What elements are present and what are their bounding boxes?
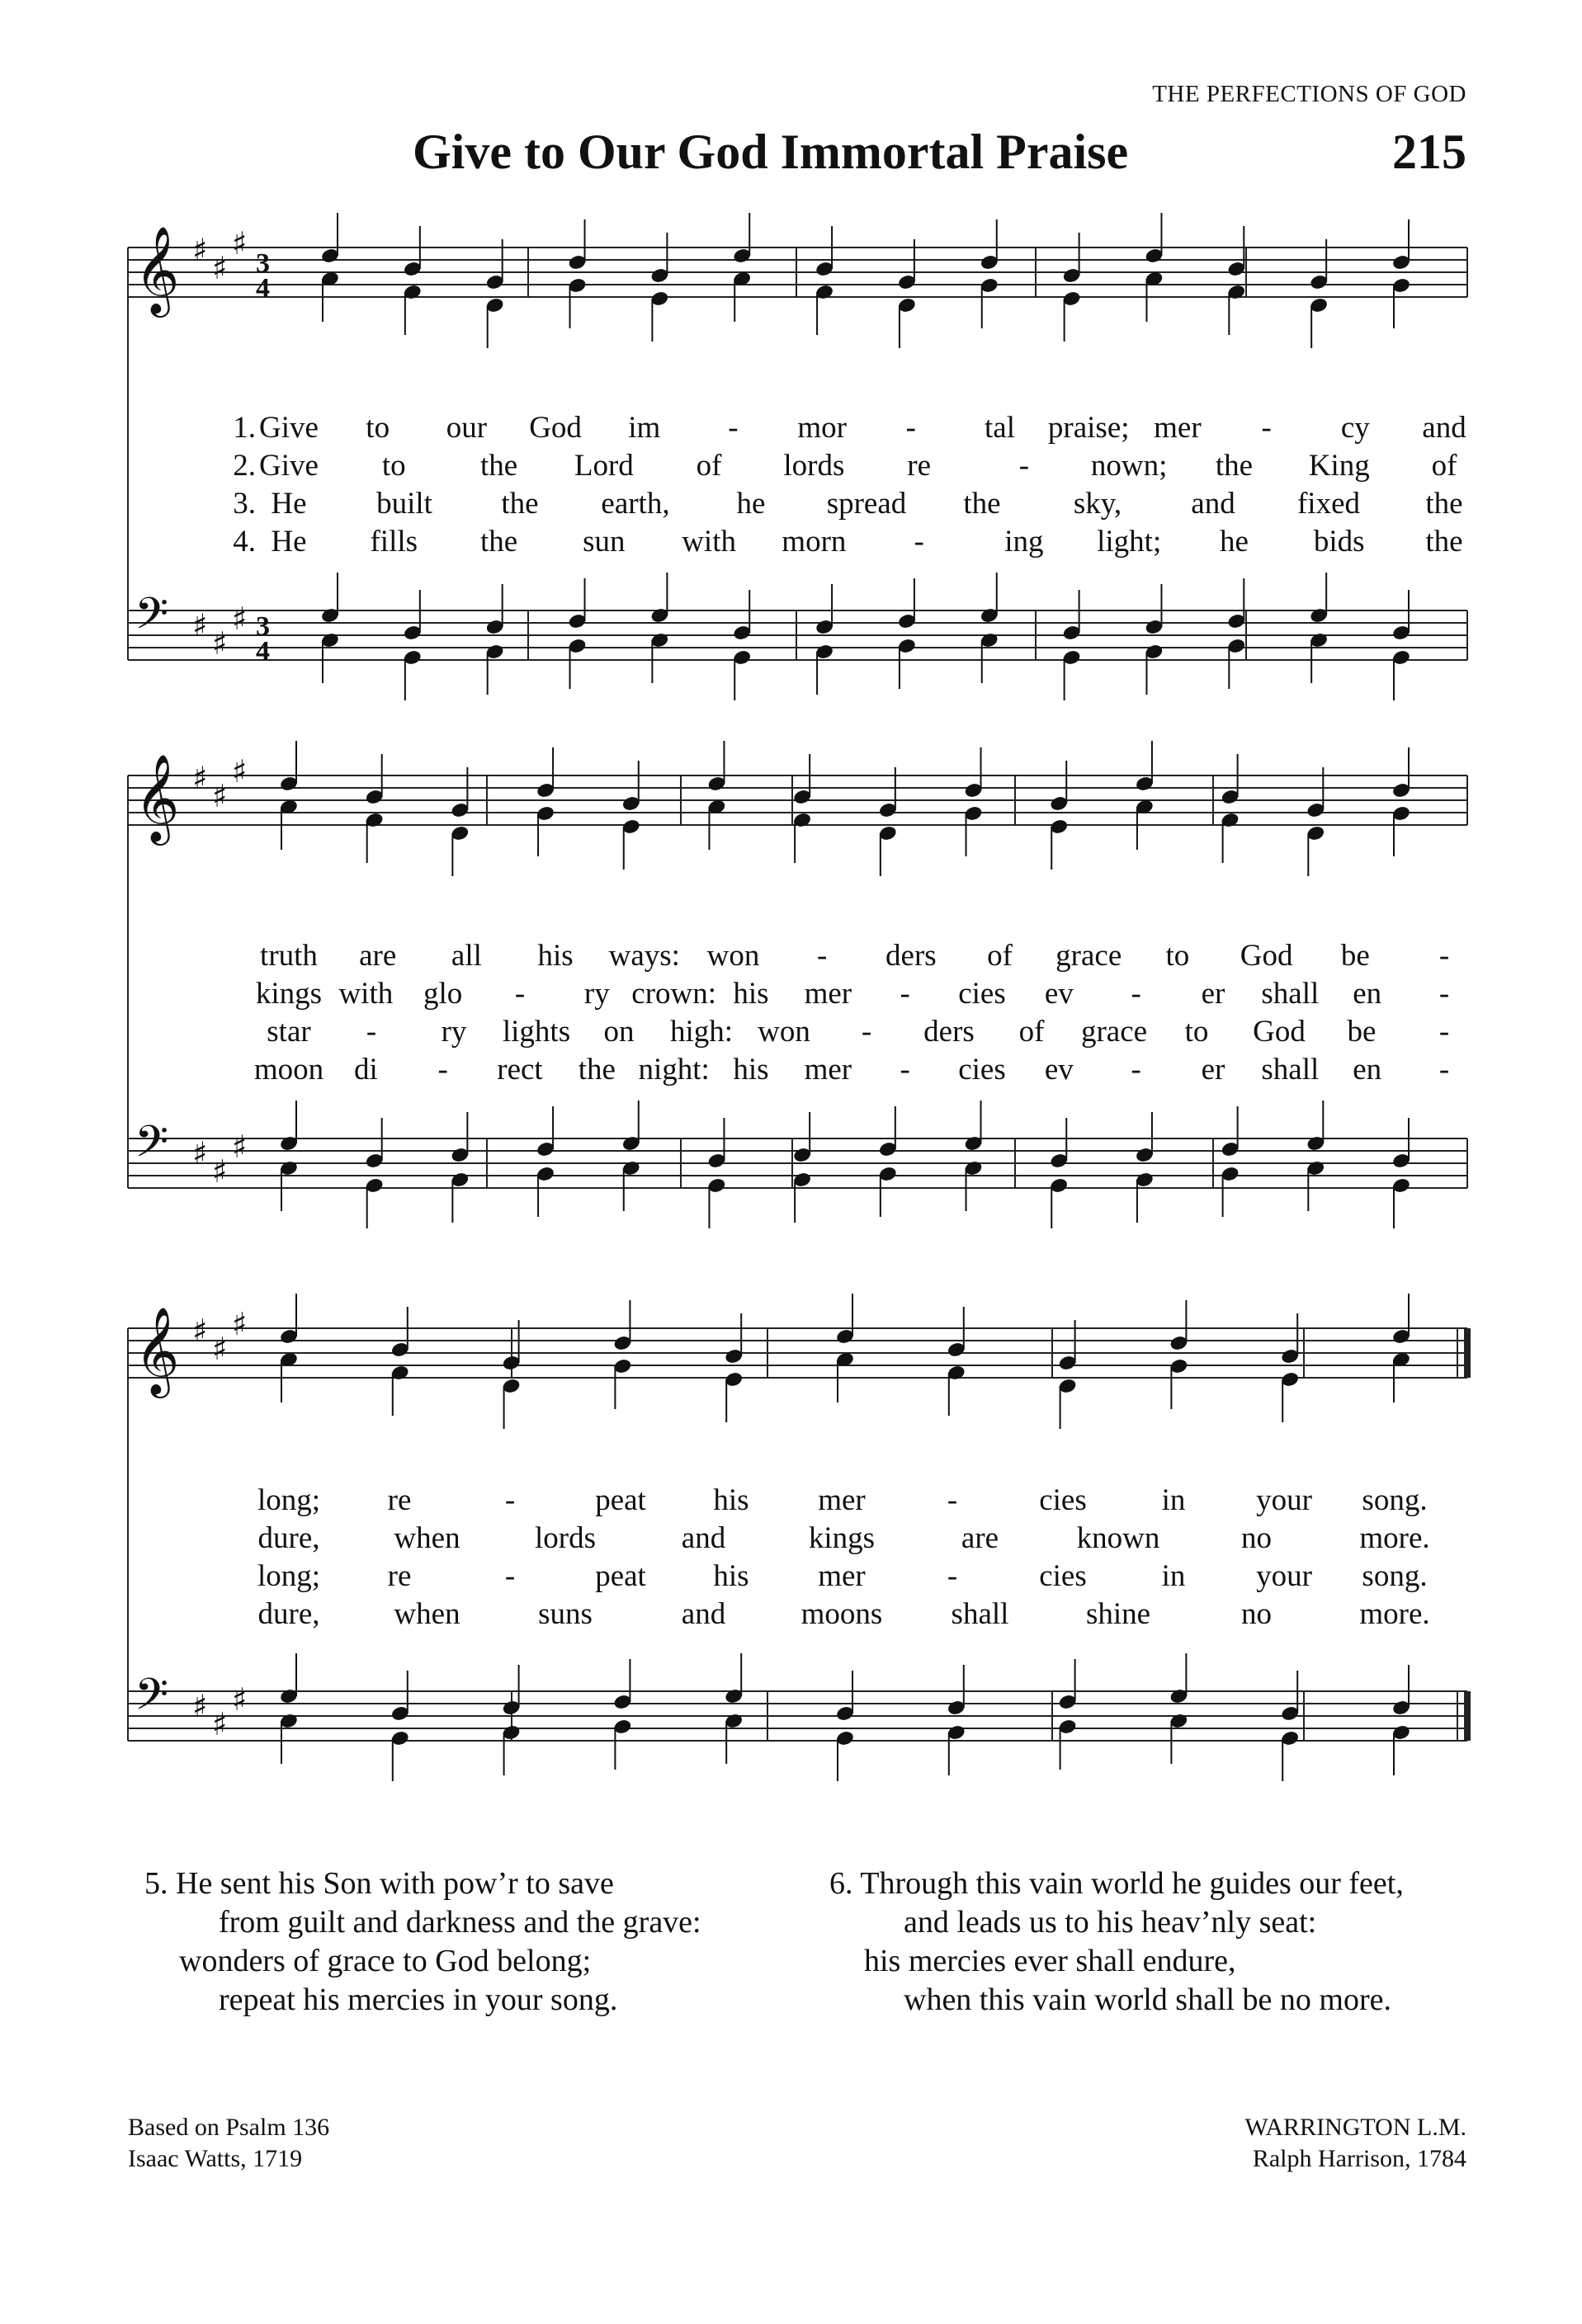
sharp-sign: ♯ bbox=[212, 1153, 228, 1190]
lyric-syllable: peat bbox=[595, 1559, 646, 1593]
lyric-syllable: shall bbox=[1261, 1053, 1320, 1087]
lyric-hyphen: - bbox=[1131, 977, 1141, 1011]
lyric-syllable: lights bbox=[502, 1015, 571, 1049]
lyric-syllable: shall bbox=[1261, 977, 1320, 1011]
lyric-syllable: are bbox=[961, 1521, 999, 1555]
verse-line: his mercies ever shall endure, bbox=[864, 1944, 1236, 1978]
verse-5 bbox=[144, 1864, 701, 2020]
lyric-syllable: long; bbox=[257, 1559, 321, 1593]
bass-clef: 𝄢 bbox=[135, 589, 169, 650]
lyric-syllable: the bbox=[1215, 449, 1254, 483]
verse-line: from guilt and darkness and the grave: bbox=[219, 1905, 701, 1940]
lyric-syllable: lords bbox=[535, 1521, 596, 1555]
sharp-sign: ♯ bbox=[232, 1306, 248, 1342]
lyric-hyphen: - bbox=[905, 411, 917, 445]
lyric-syllable: be bbox=[1347, 1015, 1377, 1049]
lyric-syllable: night: bbox=[638, 1053, 710, 1087]
lyric-syllable: sky, bbox=[1073, 487, 1122, 521]
lyric-syllable: high: bbox=[669, 1015, 734, 1049]
lyric-syllable: built bbox=[376, 487, 432, 521]
lyric-syllable: sun bbox=[583, 525, 626, 559]
lyric-syllable: he bbox=[1219, 525, 1249, 559]
lyric-hyphen: - bbox=[1438, 1053, 1450, 1087]
lyric-syllable: in bbox=[1161, 1559, 1186, 1593]
lyric-syllable: his bbox=[733, 1053, 769, 1087]
hymn-title: Give to Our God Immortal Praise bbox=[413, 125, 1129, 179]
lyric-syllable: Give bbox=[259, 411, 319, 445]
lyric-hyphen: - bbox=[1018, 449, 1030, 483]
verse-number: 4. bbox=[233, 525, 256, 559]
lyric-syllable: of bbox=[1018, 1015, 1045, 1049]
treble-clef: 𝄞 bbox=[135, 1306, 180, 1394]
sharp-sign: ♯ bbox=[192, 1135, 208, 1171]
lyric-syllable: crown: bbox=[631, 977, 717, 1011]
lyric-syllable: moon bbox=[253, 1053, 324, 1087]
lyric-hyphen: - bbox=[900, 977, 910, 1011]
lyric-syllable: He bbox=[271, 487, 307, 521]
lyric-syllable: the bbox=[963, 487, 1001, 521]
lyric-syllable: to bbox=[366, 411, 390, 445]
lyric-syllable: in bbox=[1161, 1483, 1186, 1517]
lyric-syllable: grace bbox=[1055, 939, 1122, 973]
lyric-syllable: the bbox=[1425, 525, 1463, 559]
sharp-sign: ♯ bbox=[212, 778, 228, 814]
lyric-hyphen: - bbox=[504, 1483, 516, 1517]
lyric-syllable: more. bbox=[1359, 1597, 1430, 1631]
lyric-syllable: cies bbox=[958, 1053, 1006, 1087]
lyric-syllable: his bbox=[733, 977, 769, 1011]
lyric-syllable: shall bbox=[951, 1597, 1009, 1631]
lyric-hyphen: - bbox=[1438, 939, 1450, 973]
lyric-syllable: lords bbox=[783, 449, 845, 483]
lyric-syllable: nown; bbox=[1090, 449, 1168, 483]
lyric-syllable: mer bbox=[1154, 411, 1202, 445]
lyric-hyphen: - bbox=[861, 1015, 872, 1049]
treble-clef: 𝄞 bbox=[135, 225, 180, 313]
lyric-syllable: cy bbox=[1340, 411, 1370, 445]
lyric-syllable: mer bbox=[818, 1483, 866, 1517]
text-credit bbox=[128, 2112, 329, 2175]
lyric-syllable: ev bbox=[1044, 1053, 1074, 1087]
lyric-syllable: He bbox=[271, 525, 307, 559]
lyric-syllable: kings bbox=[255, 977, 323, 1011]
lyric-syllable: light; bbox=[1097, 525, 1162, 559]
verse-line: wonders of grace to God belong; bbox=[179, 1944, 592, 1978]
lyric-hyphen: - bbox=[728, 411, 739, 445]
hymn-number: 215 bbox=[1392, 125, 1466, 179]
lyric-syllable: ders bbox=[923, 1015, 975, 1049]
lyric-syllable: Give bbox=[259, 449, 319, 483]
sharp-sign: ♯ bbox=[232, 225, 248, 262]
lyric-syllable: and bbox=[1191, 487, 1235, 521]
lyric-syllable: the bbox=[501, 487, 539, 521]
lyric-syllable: moons bbox=[800, 1597, 883, 1631]
lyric-syllable: more. bbox=[1359, 1521, 1430, 1555]
lyric-syllable: re bbox=[907, 449, 932, 483]
time-signature-top: 3 bbox=[256, 611, 270, 642]
lyric-syllable: di bbox=[353, 1053, 378, 1087]
lyric-syllable: the bbox=[479, 449, 518, 483]
lyric-hyphen: - bbox=[514, 977, 526, 1011]
text-author: Isaac Watts, 1719 bbox=[128, 2145, 303, 2172]
lyric-syllable: praise; bbox=[1047, 411, 1130, 445]
lyric-syllable: shine bbox=[1085, 1597, 1151, 1631]
lyric-hyphen: - bbox=[1131, 1053, 1141, 1087]
lyric-syllable: peat bbox=[595, 1483, 646, 1517]
lyric-syllable: ders bbox=[885, 939, 937, 973]
lyric-hyphen: - bbox=[914, 525, 924, 559]
lyric-syllable: ev bbox=[1044, 977, 1074, 1011]
time-signature-bottom: 4 bbox=[256, 636, 270, 667]
lyric-syllable: and bbox=[681, 1597, 726, 1631]
sharp-sign: ♯ bbox=[192, 1313, 208, 1349]
lyric-syllable: when bbox=[394, 1521, 460, 1555]
lyric-syllable: to bbox=[381, 449, 406, 483]
time-signature-top: 3 bbox=[256, 248, 270, 279]
lyric-syllable: when bbox=[394, 1597, 460, 1631]
lyric-syllable: bids bbox=[1313, 525, 1365, 559]
lyric-syllable: ry bbox=[583, 977, 610, 1011]
lyric-syllable: im bbox=[628, 411, 661, 445]
lyric-syllable: with bbox=[338, 977, 394, 1011]
verse-line: when this vain world shall be no more. bbox=[904, 1982, 1392, 2017]
lyric-syllable: the bbox=[1425, 487, 1463, 521]
lyric-syllable: to bbox=[1165, 939, 1190, 973]
lyric-syllable: grace bbox=[1080, 1015, 1148, 1049]
verse-line: repeat his mercies in your song. bbox=[219, 1982, 618, 2017]
sharp-sign: ♯ bbox=[192, 1688, 208, 1724]
verse-number: 2. bbox=[233, 449, 256, 483]
lyric-syllable: your bbox=[1256, 1483, 1312, 1517]
lyric-syllable: re bbox=[387, 1559, 412, 1593]
lyric-hyphen: - bbox=[1261, 411, 1272, 445]
tune-composer: Ralph Harrison, 1784 bbox=[1252, 2145, 1466, 2172]
lyric-syllable: mor bbox=[797, 411, 847, 445]
time-signature-bottom: 4 bbox=[256, 273, 270, 304]
lyric-syllable: the bbox=[479, 525, 518, 559]
lyric-syllable: rect bbox=[497, 1053, 543, 1087]
lyric-syllable: song. bbox=[1362, 1559, 1428, 1593]
bass-clef: 𝄢 bbox=[135, 1670, 169, 1731]
lyric-syllable: star bbox=[267, 1015, 311, 1049]
lyric-syllable: his bbox=[713, 1559, 749, 1593]
text-source: Based on Psalm 136 bbox=[128, 2114, 330, 2141]
lyric-syllable: ry bbox=[441, 1015, 467, 1049]
lyric-syllable: won bbox=[706, 939, 760, 973]
section-label: THE PERFECTIONS OF GOD bbox=[1152, 81, 1466, 107]
lyric-syllable: earth, bbox=[601, 487, 670, 521]
lyric-syllable: known bbox=[1076, 1521, 1160, 1555]
lyric-syllable: he bbox=[736, 487, 766, 521]
lyric-syllable: kings bbox=[808, 1521, 876, 1555]
sharp-sign: ♯ bbox=[232, 753, 248, 790]
lyric-syllable: cies bbox=[1039, 1559, 1087, 1593]
lyric-hyphen: - bbox=[437, 1053, 448, 1087]
lyric-syllable: morn bbox=[782, 525, 847, 559]
lyric-hyphen: - bbox=[816, 939, 828, 973]
bass-clef: 𝄢 bbox=[135, 1117, 169, 1178]
sharp-sign: ♯ bbox=[192, 232, 208, 268]
sharp-sign: ♯ bbox=[212, 1331, 228, 1367]
sharp-sign: ♯ bbox=[232, 1129, 248, 1165]
lyric-syllable: of bbox=[1431, 449, 1457, 483]
lyric-syllable: dure, bbox=[257, 1597, 320, 1631]
lyric-syllable: and bbox=[681, 1521, 726, 1555]
lyric-syllable: our bbox=[446, 411, 488, 445]
lyric-syllable: spread bbox=[826, 487, 907, 521]
lyric-syllable: of bbox=[696, 449, 722, 483]
lyric-hyphen: - bbox=[900, 1053, 910, 1087]
lyric-hyphen: - bbox=[947, 1483, 958, 1517]
lyric-syllable: song. bbox=[1362, 1483, 1428, 1517]
lyric-syllable: tal bbox=[985, 411, 1016, 445]
lyric-syllable: all bbox=[451, 939, 482, 973]
verse-number: 1. bbox=[233, 411, 256, 445]
lyric-syllable: en bbox=[1353, 1053, 1382, 1087]
sharp-sign: ♯ bbox=[192, 760, 208, 796]
lyric-syllable: with bbox=[682, 525, 736, 559]
lyric-syllable: mer bbox=[804, 1053, 852, 1087]
lyric-syllable: ways: bbox=[608, 939, 680, 973]
lyric-syllable: glo bbox=[423, 977, 463, 1011]
lyric-syllable: on bbox=[603, 1015, 635, 1049]
lyric-syllable: mer bbox=[804, 977, 852, 1011]
lyric-syllable: cies bbox=[958, 977, 1006, 1011]
lyric-syllable: fills bbox=[370, 525, 418, 559]
lyric-syllable: be bbox=[1340, 939, 1370, 973]
lyric-syllable: God bbox=[529, 411, 582, 445]
lyric-syllable: fixed bbox=[1296, 487, 1361, 521]
lyric-syllable: won bbox=[758, 1015, 810, 1049]
treble-clef: 𝄞 bbox=[135, 753, 180, 841]
lyric-syllable: to bbox=[1184, 1015, 1209, 1049]
verse-line: and leads us to his heav’nly seat: bbox=[904, 1905, 1317, 1940]
tune-credit bbox=[1244, 2112, 1466, 2175]
sharp-sign: ♯ bbox=[192, 607, 208, 643]
lyric-syllable: God bbox=[1253, 1015, 1306, 1049]
verse-number: 3. bbox=[233, 487, 256, 521]
lyric-syllable: no bbox=[1241, 1597, 1272, 1631]
lyric-syllable: er bbox=[1201, 1053, 1225, 1087]
lyric-syllable: er bbox=[1201, 977, 1225, 1011]
sharp-sign: ♯ bbox=[212, 1706, 228, 1742]
lyric-syllable: his bbox=[713, 1483, 749, 1517]
sharp-sign: ♯ bbox=[232, 1681, 248, 1718]
lyric-syllable: long; bbox=[257, 1483, 321, 1517]
lyric-syllable: God bbox=[1240, 939, 1293, 973]
lyric-syllable: King bbox=[1308, 449, 1370, 483]
sharp-sign: ♯ bbox=[212, 625, 228, 662]
lyric-syllable: truth bbox=[260, 939, 318, 973]
lyric-hyphen: - bbox=[1438, 977, 1450, 1011]
lyric-syllable: suns bbox=[538, 1597, 593, 1631]
lyric-syllable: re bbox=[387, 1483, 412, 1517]
lyric-hyphen: - bbox=[947, 1559, 958, 1593]
lyric-syllable: no bbox=[1241, 1521, 1272, 1555]
verse-line: 5. He sent his Son with pow’r to save bbox=[144, 1866, 614, 1901]
lyric-syllable: and bbox=[1422, 411, 1466, 445]
lyric-syllable: ing bbox=[1004, 525, 1044, 559]
lyric-syllable: his bbox=[537, 939, 574, 973]
lyric-syllable: of bbox=[987, 939, 1013, 973]
sharp-sign: ♯ bbox=[212, 250, 228, 286]
lyric-syllable: are bbox=[359, 939, 397, 973]
lyric-syllable: mer bbox=[818, 1559, 866, 1593]
lyric-syllable: en bbox=[1353, 977, 1382, 1011]
lyric-syllable: the bbox=[578, 1053, 616, 1087]
verse-6 bbox=[829, 1864, 1404, 2020]
lyric-hyphen: - bbox=[366, 1015, 377, 1049]
lyric-syllable: Lord bbox=[574, 449, 634, 483]
lyric-syllable: your bbox=[1256, 1559, 1312, 1593]
lyric-hyphen: - bbox=[504, 1559, 516, 1593]
verse-line: 6. Through this vain world he guides our feet, bbox=[829, 1866, 1404, 1901]
tune-name: WARRINGTON L.M. bbox=[1244, 2114, 1466, 2141]
lyric-hyphen: - bbox=[1438, 1015, 1450, 1049]
lyric-syllable: dure, bbox=[257, 1521, 320, 1555]
sharp-sign: ♯ bbox=[232, 601, 248, 637]
lyric-syllable: cies bbox=[1039, 1483, 1087, 1517]
